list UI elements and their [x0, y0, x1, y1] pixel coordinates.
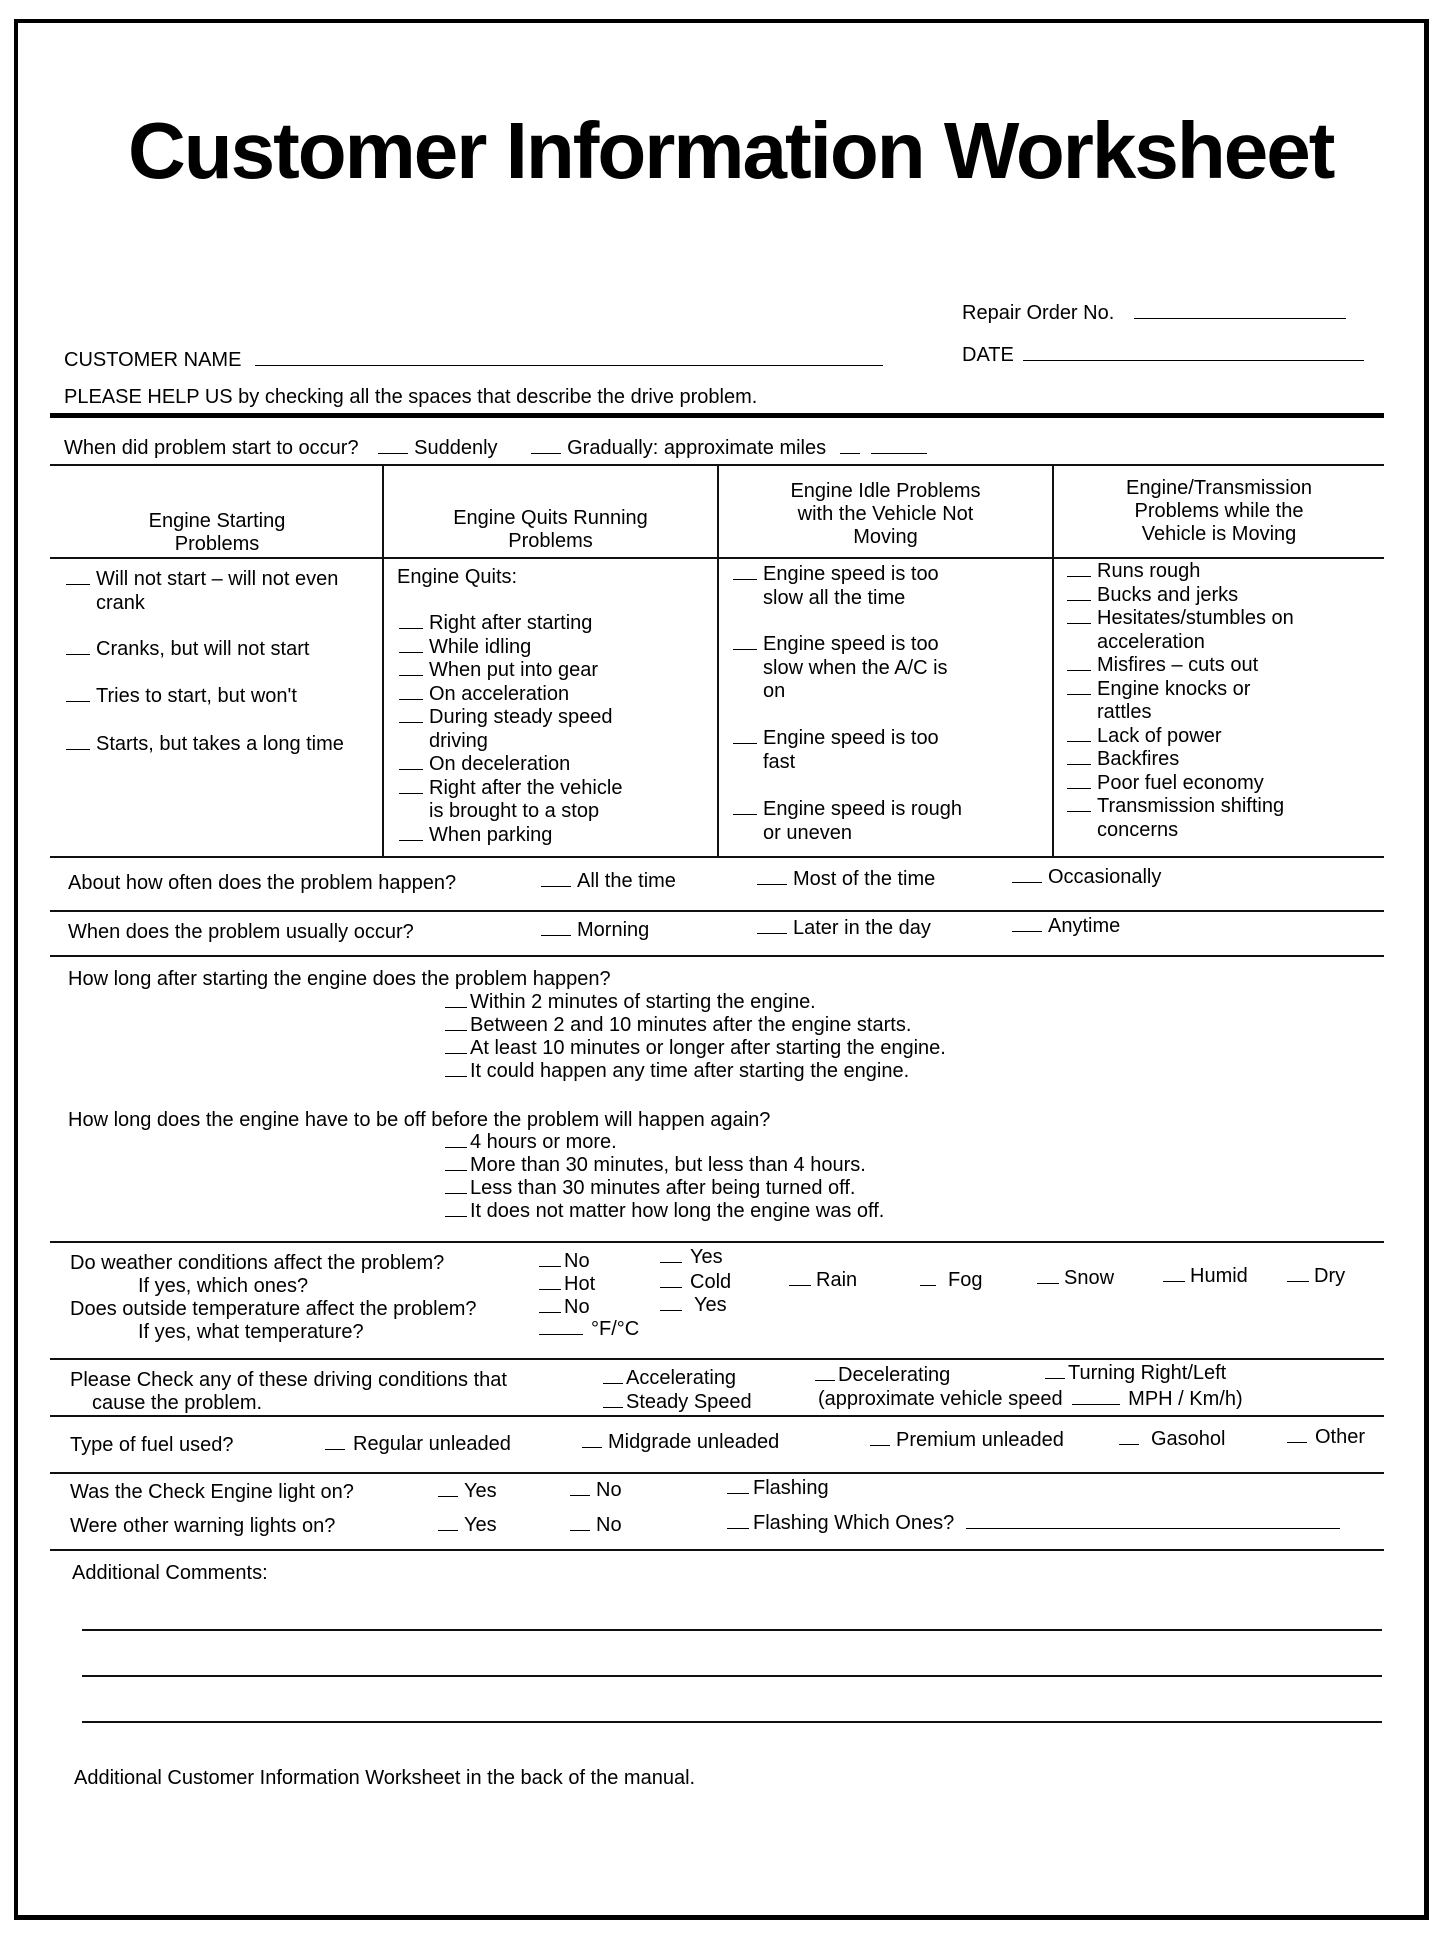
check-engine-question: Was the Check Engine light on? — [70, 1481, 354, 1503]
option-label: Anytime — [1048, 915, 1121, 937]
option-speed-rough — [733, 798, 973, 845]
problem-start-question: When did problem start to occur? — [64, 437, 359, 459]
temperature-question: Does outside temperature affect the problem? — [70, 1298, 477, 1320]
column-header-quits — [384, 507, 717, 553]
option-check-engine-flashing — [727, 1477, 829, 1500]
option-speed-slow-ac — [733, 633, 973, 704]
checkbox[interactable] — [445, 991, 467, 1008]
option-less-than-30-min — [445, 1177, 855, 1200]
option-weather-yes — [660, 1246, 723, 1269]
row-divider — [50, 1241, 1384, 1243]
checkbox[interactable] — [438, 1514, 458, 1531]
weather-which-question: If yes, which ones? — [138, 1275, 309, 1297]
header-line: Moving — [853, 526, 918, 548]
option-cold — [660, 1271, 731, 1294]
checkbox[interactable] — [445, 1131, 467, 1148]
checkbox[interactable] — [1067, 678, 1091, 695]
which-lights-input[interactable] — [966, 1512, 1340, 1529]
customer-name-field — [64, 349, 883, 372]
comment-line-3[interactable] — [82, 1721, 1382, 1723]
customer-name-label: CUSTOMER NAME — [64, 349, 242, 371]
temperature-field — [539, 1318, 639, 1341]
checkbox[interactable] — [1067, 584, 1091, 601]
miles-input-a[interactable] — [840, 437, 860, 454]
engine-off-question: How long does the engine have to be off before the problem will happen again? — [68, 1109, 771, 1131]
checkbox[interactable] — [727, 1477, 749, 1494]
option-temp-no — [539, 1296, 590, 1319]
page-title: Customer Information Worksheet — [128, 106, 1334, 195]
table-bottom-divider — [50, 856, 1384, 858]
checkbox[interactable] — [733, 563, 757, 580]
option-other-fuel — [1287, 1426, 1365, 1449]
checkbox[interactable] — [399, 753, 423, 770]
option-tries-to-start — [66, 685, 366, 709]
option-humid — [1163, 1265, 1248, 1288]
option-label: Misfires – cuts out — [1097, 654, 1259, 676]
option-label: Accelerating — [626, 1367, 737, 1389]
checkbox[interactable] — [733, 798, 757, 815]
checkbox[interactable] — [399, 612, 423, 629]
checkbox[interactable] — [445, 1037, 467, 1054]
repair-order-input[interactable] — [1134, 302, 1346, 319]
option-label: Hot — [564, 1273, 596, 1295]
option-rain — [789, 1269, 857, 1292]
option-label: Occasionally — [1048, 866, 1162, 888]
header-line: Problems while the — [1134, 500, 1304, 522]
checkbox[interactable] — [399, 636, 423, 653]
option-label: Yes — [690, 1246, 723, 1268]
warning-lights-question: Were other warning lights on? — [70, 1515, 336, 1537]
option-into-gear — [399, 659, 699, 683]
option-label: When put into gear — [429, 659, 598, 681]
option-label: Runs rough — [1097, 560, 1201, 582]
option-premium-unleaded — [870, 1429, 1064, 1452]
option-label: No — [564, 1296, 590, 1318]
option-label: Within 2 minutes of starting the engine. — [470, 991, 816, 1013]
option-4-hours — [445, 1131, 617, 1154]
option-label: Cold — [690, 1271, 732, 1293]
option-label: No — [596, 1514, 622, 1536]
checkbox[interactable] — [789, 1269, 811, 1286]
option-weather-no — [539, 1250, 590, 1273]
option-label: Turning Right/Left — [1068, 1362, 1227, 1384]
vehicle-speed-input[interactable] — [1072, 1388, 1120, 1405]
checkbox[interactable] — [399, 683, 423, 700]
option-turning — [1045, 1362, 1226, 1385]
option-fog — [920, 1269, 982, 1292]
option-label: More than 30 minutes, but less than 4 hours. — [470, 1154, 866, 1176]
option-label: Premium unleaded — [896, 1429, 1064, 1451]
checkbox[interactable] — [541, 870, 571, 887]
header-line: Engine Quits Running — [453, 507, 648, 529]
checkbox[interactable] — [660, 1246, 682, 1263]
date-label: DATE — [962, 344, 1014, 366]
header-line: Vehicle is Moving — [1141, 523, 1297, 545]
weather-question: Do weather conditions affect the problem? — [70, 1252, 445, 1274]
checkbox[interactable] — [727, 1512, 749, 1529]
driving-conditions-question-line2: cause the problem. — [92, 1392, 263, 1414]
option-label: Other — [1315, 1426, 1366, 1448]
checkbox[interactable] — [1045, 1362, 1065, 1379]
engine-quits-intro: Engine Quits: — [397, 566, 518, 588]
checkbox[interactable] — [1163, 1265, 1185, 1282]
checkbox[interactable] — [1067, 654, 1091, 671]
option-label: Right after starting — [429, 612, 593, 634]
option-label: Morning — [577, 919, 650, 941]
checkbox[interactable] — [733, 727, 757, 744]
header-line: with the Vehicle Not — [797, 503, 974, 525]
option-midgrade-unleaded — [582, 1431, 779, 1454]
option-label: Between 2 and 10 minutes after the engine starts. — [470, 1014, 912, 1036]
option-hesitates — [1067, 607, 1327, 654]
option-anytime — [1012, 915, 1120, 938]
option-label: Rain — [816, 1269, 858, 1291]
option-label: Fog — [948, 1269, 983, 1291]
header-line: Engine/Transmission — [1125, 477, 1312, 499]
option-speed-slow — [733, 563, 973, 610]
checkbox[interactable] — [541, 919, 571, 936]
checkbox[interactable] — [1287, 1265, 1309, 1282]
checkbox[interactable] — [1067, 560, 1091, 577]
checkbox[interactable] — [1067, 748, 1091, 765]
option-label: Dry — [1314, 1265, 1346, 1287]
checkbox[interactable] — [445, 1177, 467, 1194]
option-label: Snow — [1064, 1267, 1115, 1289]
checkbox[interactable] — [1067, 607, 1091, 624]
row-divider — [50, 1472, 1384, 1474]
option-label: Hesitates/stumbles on acceleration — [1097, 607, 1294, 653]
checkbox[interactable] — [539, 1296, 561, 1313]
option-label: All the time — [577, 870, 676, 892]
option-speed-fast — [733, 727, 973, 774]
column-header-starting — [52, 510, 382, 556]
checkbox[interactable] — [570, 1479, 590, 1496]
option-label: Tries to start, but won't — [96, 685, 297, 707]
checkbox[interactable] — [66, 685, 90, 702]
option-label: Later in the day — [793, 917, 931, 939]
checkbox[interactable] — [445, 1200, 467, 1217]
checkbox[interactable] — [399, 706, 423, 723]
option-label: Regular unleaded — [353, 1433, 511, 1455]
option-on-deceleration — [399, 753, 699, 777]
checkbox[interactable] — [66, 638, 90, 655]
option-label: Yes — [464, 1480, 497, 1502]
option-label: While idling — [429, 635, 532, 658]
checkbox[interactable] — [1119, 1428, 1139, 1445]
temperature-which-question: If yes, what temperature? — [138, 1321, 364, 1343]
option-label: Poor fuel economy — [1097, 771, 1264, 794]
option-temp-yes — [660, 1294, 727, 1317]
option-label: Most of the time — [793, 868, 936, 890]
instructions: PLEASE HELP US by checking all the spaces that describe the drive problem. — [64, 386, 758, 408]
frequency-question: About how often does the problem happen? — [68, 872, 457, 894]
option-steady-speed — [399, 706, 629, 753]
vehicle-speed-field — [818, 1388, 1243, 1411]
option-label: Engine speed is too slow all the time — [763, 563, 939, 609]
date-field — [962, 344, 1364, 367]
checkbox[interactable] — [582, 1431, 602, 1448]
option-label: Engine speed is rough or uneven — [763, 798, 963, 844]
option-decelerating — [815, 1364, 950, 1387]
option-cranks-not-start — [66, 638, 366, 662]
option-lack-power — [1067, 725, 1367, 749]
option-label: During steady speed driving — [429, 706, 613, 752]
checkbox[interactable] — [757, 868, 787, 885]
option-when-parking — [399, 824, 699, 848]
checkbox[interactable] — [870, 1429, 890, 1446]
checkbox[interactable] — [66, 733, 90, 750]
option-backfires — [1067, 748, 1367, 772]
option-will-not-start — [66, 568, 366, 615]
row-divider — [50, 1358, 1384, 1360]
repair-order-field — [962, 302, 1346, 325]
checkbox[interactable] — [66, 568, 90, 585]
checkbox[interactable] — [445, 1014, 467, 1031]
column-header-idle — [719, 480, 1052, 549]
checkbox[interactable] — [570, 1514, 590, 1531]
gradually-checkbox[interactable] — [531, 437, 561, 454]
header-line: Engine Starting — [148, 510, 286, 532]
option-regular-unleaded — [325, 1433, 511, 1456]
repair-order-label: Repair Order No. — [962, 302, 1115, 324]
option-warning-flashing — [727, 1512, 1340, 1535]
option-label: Engine knocks or rattles — [1097, 677, 1251, 723]
option-runs-rough — [1067, 560, 1367, 584]
comment-line-2[interactable] — [82, 1675, 1382, 1677]
checkbox[interactable] — [660, 1294, 682, 1311]
option-hot — [539, 1273, 595, 1296]
option-any-time-after — [445, 1060, 909, 1083]
temperature-unit: °F/°C — [591, 1318, 640, 1340]
option-within-2-min — [445, 991, 816, 1014]
option-label: On deceleration — [429, 753, 571, 775]
checkbox[interactable] — [660, 1271, 682, 1288]
checkbox[interactable] — [539, 1273, 561, 1290]
checkbox[interactable] — [733, 633, 757, 650]
option-most-of-the-time — [757, 868, 935, 891]
option-on-acceleration — [399, 683, 699, 707]
driving-conditions-question-line1: Please Check any of these driving conditions that — [70, 1369, 507, 1391]
checkbox[interactable] — [815, 1364, 835, 1381]
option-label: Decelerating — [838, 1364, 951, 1386]
option-label: It does not matter how long the engine was off. — [470, 1200, 885, 1222]
option-label: When parking — [429, 823, 553, 846]
checkbox[interactable] — [325, 1433, 345, 1450]
option-starts-long-time — [66, 733, 366, 757]
row-divider — [50, 955, 1384, 957]
option-label: Gasohol — [1151, 1428, 1226, 1450]
option-knocks — [1067, 678, 1267, 725]
option-label: Midgrade unleaded — [608, 1431, 780, 1453]
option-right-after-starting — [399, 612, 699, 636]
option-label: Right after the vehicle is brought to a stop — [429, 776, 623, 822]
option-label: Less than 30 minutes after being turned off. — [470, 1177, 856, 1199]
checkbox[interactable] — [1287, 1426, 1307, 1443]
checkbox[interactable] — [399, 824, 423, 841]
option-label: Humid — [1190, 1265, 1248, 1287]
row-divider — [50, 1549, 1384, 1551]
option-morning — [541, 919, 649, 942]
option-label: Yes — [464, 1514, 497, 1536]
checkbox[interactable] — [539, 1250, 561, 1267]
option-2-to-10-min — [445, 1014, 911, 1037]
option-warning-no — [570, 1514, 622, 1537]
option-label: Yes — [694, 1294, 727, 1316]
time-of-day-question: When does the problem usually occur? — [68, 921, 414, 943]
option-check-engine-yes — [438, 1480, 497, 1503]
option-label: Flashing Which Ones? — [753, 1512, 955, 1534]
option-later-in-day — [757, 917, 931, 940]
checkbox[interactable] — [445, 1154, 467, 1171]
option-does-not-matter — [445, 1200, 884, 1223]
option-snow — [1037, 1267, 1114, 1290]
option-after-stop — [399, 777, 639, 824]
option-label: Bucks and jerks — [1097, 583, 1239, 606]
speed-suffix: MPH / Km/h) — [1128, 1388, 1243, 1410]
checkbox[interactable] — [757, 917, 787, 934]
header-line: Problems — [508, 530, 593, 552]
option-label: No — [596, 1479, 622, 1501]
checkbox[interactable] — [445, 1060, 467, 1077]
checkbox[interactable] — [603, 1391, 623, 1408]
option-label: Engine speed is too slow when the A/C is on — [763, 633, 948, 702]
checkbox[interactable] — [1067, 772, 1091, 789]
option-while-idling — [399, 636, 699, 660]
option-transmission-shifting — [1067, 795, 1307, 842]
checkbox[interactable] — [399, 659, 423, 676]
option-steady-speed-driving — [603, 1391, 752, 1414]
option-label: Engine speed is too fast — [763, 727, 939, 773]
customer-name-input[interactable] — [255, 349, 883, 366]
option-30-min-to-4-hours — [445, 1154, 866, 1177]
checkbox[interactable] — [1067, 795, 1091, 812]
option-label: Flashing — [753, 1477, 829, 1499]
checkbox[interactable] — [399, 777, 423, 794]
checkbox[interactable] — [1067, 725, 1091, 742]
option-label: Will not start – will not even crank — [96, 568, 339, 614]
option-accelerating — [603, 1367, 736, 1390]
row-divider — [50, 1415, 1384, 1417]
header-divider — [50, 413, 1384, 418]
comments-label: Additional Comments: — [72, 1562, 268, 1584]
fuel-question: Type of fuel used? — [70, 1434, 234, 1456]
option-label: Backfires — [1097, 748, 1180, 770]
option-label: At least 10 minutes or longer after starting the engine. — [470, 1037, 946, 1059]
option-warning-yes — [438, 1514, 497, 1537]
column-header-moving — [1054, 477, 1384, 546]
option-occasionally — [1012, 866, 1161, 889]
speed-prefix: (approximate vehicle speed — [818, 1388, 1063, 1410]
option-label: Starts, but takes a long time — [96, 733, 344, 755]
option-check-engine-no — [570, 1479, 622, 1502]
footer-note: Additional Customer Information Worksheet in the back of the manual. — [74, 1767, 696, 1789]
option-dry — [1287, 1265, 1345, 1288]
checkbox[interactable] — [1012, 866, 1042, 883]
suddenly-checkbox[interactable] — [378, 437, 408, 454]
miles-input[interactable] — [871, 437, 927, 454]
option-label: Cranks, but will not start — [96, 638, 310, 660]
table-header-divider — [50, 557, 1384, 559]
option-bucks-jerks — [1067, 584, 1367, 608]
checkbox[interactable] — [1012, 915, 1042, 932]
checkbox[interactable] — [603, 1367, 623, 1384]
option-label: Transmission shifting concerns — [1097, 795, 1285, 841]
option-label: On acceleration — [429, 682, 570, 705]
option-misfires — [1067, 654, 1367, 678]
suddenly-label: Suddenly — [414, 437, 498, 459]
option-all-the-time — [541, 870, 676, 893]
checkbox[interactable] — [920, 1269, 936, 1286]
option-fuel-economy — [1067, 772, 1367, 796]
problem-start-row — [64, 437, 927, 460]
header-line: Problems — [174, 533, 260, 555]
option-label: No — [564, 1250, 590, 1272]
option-10-min-or-longer — [445, 1037, 946, 1060]
gradually-label: Gradually: approximate miles — [567, 437, 827, 459]
option-label: 4 hours or more. — [470, 1131, 617, 1153]
temperature-input[interactable] — [539, 1318, 583, 1335]
date-input[interactable] — [1023, 344, 1364, 361]
option-label: Steady Speed — [626, 1391, 752, 1413]
row-divider — [50, 910, 1384, 912]
comment-line-1[interactable] — [82, 1629, 1382, 1631]
checkbox[interactable] — [438, 1480, 458, 1497]
option-label: It could happen any time after starting the engine. — [470, 1060, 910, 1082]
after-start-question: How long after starting the engine does the problem happen? — [68, 968, 611, 990]
option-gasohol — [1119, 1428, 1226, 1451]
checkbox[interactable] — [1037, 1267, 1059, 1284]
option-label: Lack of power — [1097, 724, 1222, 747]
header-line: Engine Idle Problems — [790, 480, 981, 502]
